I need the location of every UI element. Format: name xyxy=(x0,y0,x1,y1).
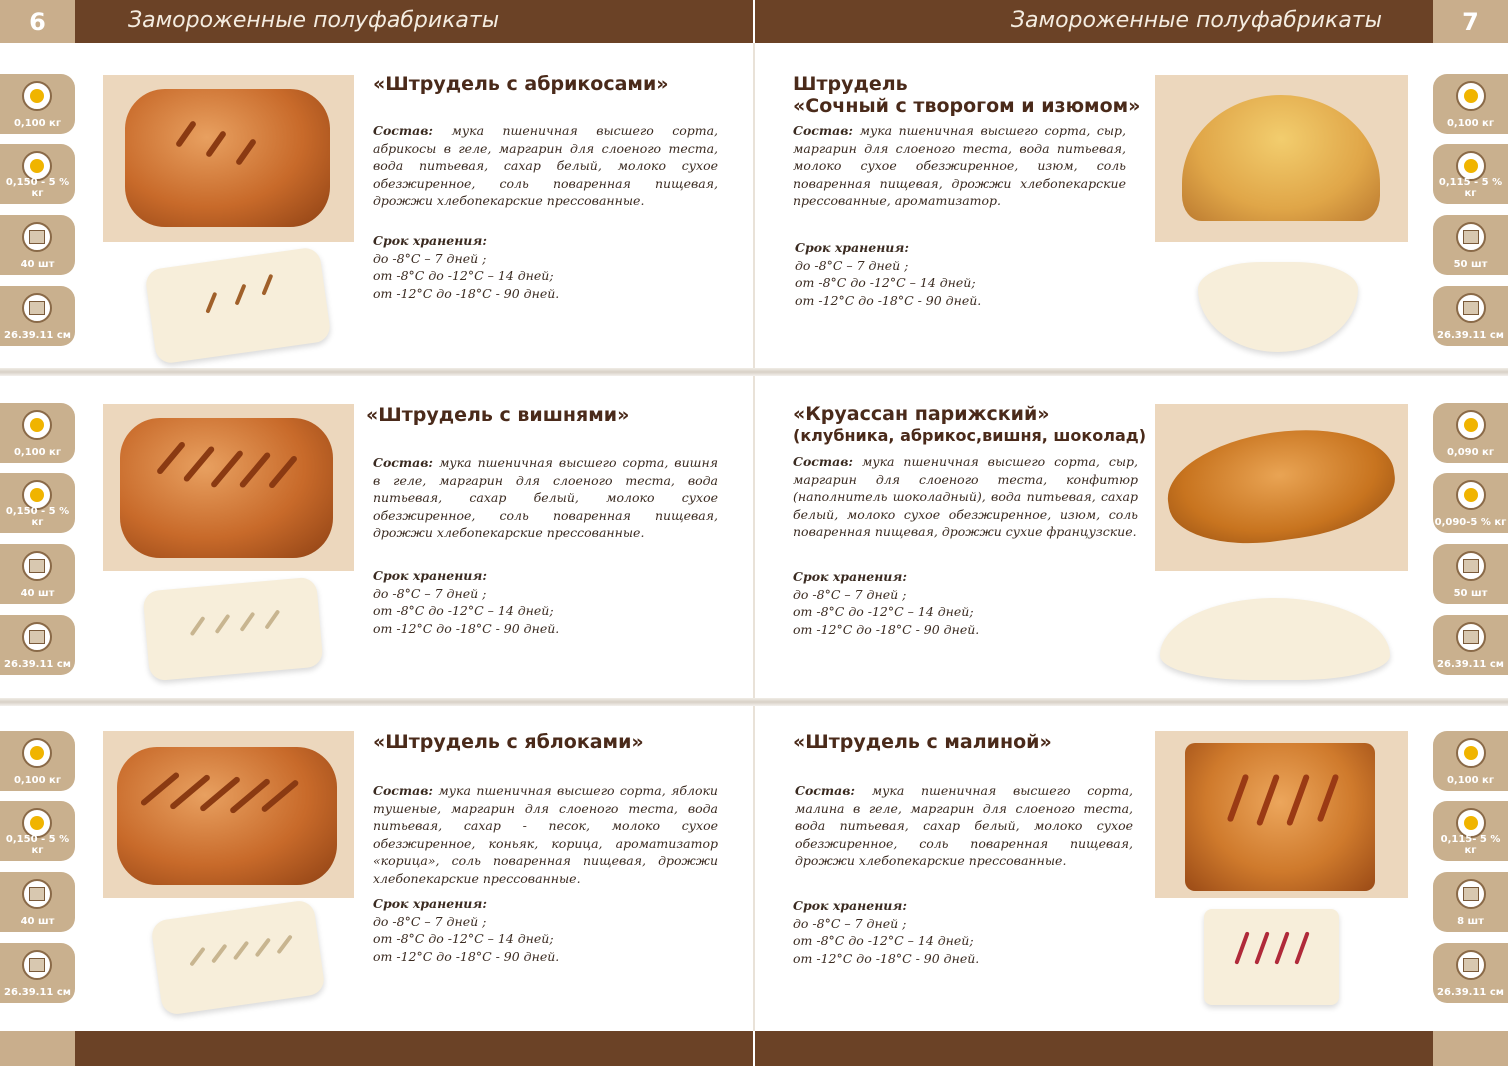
composition-label: Состав: xyxy=(373,455,434,470)
badge-label: 50 шт xyxy=(1453,259,1488,270)
composition-label: Состав: xyxy=(373,123,434,138)
storage-line: от -12°С до -18°С - 90 дней. xyxy=(373,620,560,636)
badge-label: 8 шт xyxy=(1457,916,1484,927)
product-title-line: «Сочный с творогом и изюмом» xyxy=(793,95,1141,117)
product-photo-apple-strudel xyxy=(103,731,354,898)
slit xyxy=(239,612,255,632)
box-icon xyxy=(22,551,52,581)
slit xyxy=(276,934,292,954)
page-spine xyxy=(753,43,755,1031)
baked-weight-badge xyxy=(1433,473,1508,533)
storage-heading: Срок хранения: xyxy=(373,233,487,248)
storage-block xyxy=(373,232,559,302)
storage-heading: Срок хранения: xyxy=(793,898,907,913)
product-title xyxy=(793,73,1140,117)
slit xyxy=(239,451,272,489)
raw-dough-image xyxy=(150,899,326,1016)
slit xyxy=(261,274,273,296)
slit xyxy=(190,616,206,636)
package-icon xyxy=(22,622,52,652)
raw-dough-image xyxy=(142,577,323,682)
product-composition xyxy=(793,122,1126,210)
badge-label: 0,150 - 5 % кг xyxy=(5,834,70,856)
weight-badge xyxy=(0,731,75,791)
storage-block xyxy=(793,897,979,967)
slit xyxy=(1256,774,1280,827)
footer-bar-right xyxy=(755,1031,1433,1066)
slit xyxy=(1294,931,1309,964)
baked-croissant-image xyxy=(1161,417,1402,556)
size-badge xyxy=(0,943,75,1003)
footer-corner-left xyxy=(0,1031,75,1066)
size-badge xyxy=(0,615,75,675)
quantity-badge xyxy=(0,215,75,275)
header-title-left: Замороженные полуфабрикаты xyxy=(128,8,500,33)
product-photo-apricot-strudel xyxy=(103,75,354,242)
box-icon xyxy=(1456,879,1486,909)
slit xyxy=(1227,773,1250,822)
badge-label: 0,115- 5 % кг xyxy=(1440,834,1501,856)
badge-label: 40 шт xyxy=(20,588,55,599)
slit xyxy=(215,614,231,634)
box-icon xyxy=(22,222,52,252)
badge-label: 40 шт xyxy=(20,259,55,270)
product-title-line: Штрудель xyxy=(793,73,908,95)
weight-icon xyxy=(1456,410,1486,440)
slit xyxy=(235,138,257,166)
storage-line: от -12°С до -18°С - 90 дней. xyxy=(793,950,980,966)
product-photo-tvorog-strudel xyxy=(1155,75,1408,242)
slit xyxy=(156,441,186,475)
product-composition xyxy=(795,782,1133,870)
badge-label: 0,100 кг xyxy=(13,118,62,129)
package-icon xyxy=(1456,950,1486,980)
storage-line: от -8°С до -12°С – 14 дней; xyxy=(373,603,554,619)
storage-line: от -8°С до -12°С – 14 дней; xyxy=(373,931,554,947)
size-badge xyxy=(0,286,75,346)
badge-label: 50 шт xyxy=(1453,588,1488,599)
storage-line: до -8°С – 7 дней ; xyxy=(373,250,487,266)
badge-label: 26.39.11 см xyxy=(4,659,71,670)
composition-label: Состав: xyxy=(795,783,856,798)
badge-label: 0,150 - 5 % кг xyxy=(5,177,70,199)
slit xyxy=(1254,931,1269,964)
slit xyxy=(235,284,247,306)
storage-line: до -8°С – 7 дней ; xyxy=(373,913,487,929)
baked-weight-badge xyxy=(1433,144,1508,204)
baked-strudel-image xyxy=(125,89,330,227)
badge-label: 0,100 кг xyxy=(13,775,62,786)
baked-pie-image xyxy=(1182,95,1380,221)
row-separator xyxy=(0,698,1508,706)
badge-label: 0,100 кг xyxy=(1446,118,1495,129)
slit xyxy=(1317,773,1340,822)
badge-label: 40 шт xyxy=(20,916,55,927)
baked-weight-badge xyxy=(1433,801,1508,861)
composition-text: мука пшеничная высшего сорта, яблоки тушеные, маргарин для слоеного теста, вода питьевая, сахар - песок, молоко сухое обезжиренное, коньяк, корица, ароматизатор «корица», соль поваренная пищевая, дрожжи хлебопекарские прессованные. xyxy=(373,783,718,886)
quantity-badge xyxy=(0,544,75,604)
slit xyxy=(1286,774,1310,827)
product-title: «Штрудель с вишнями» xyxy=(366,404,630,426)
weight-badge xyxy=(1433,403,1508,463)
row-separator xyxy=(0,368,1508,376)
storage-heading: Срок хранения: xyxy=(795,240,909,255)
product-title: «Круассан парижский» xyxy=(793,403,1050,425)
storage-line: от -12°С до -18°С - 90 дней. xyxy=(373,948,560,964)
slit xyxy=(189,947,205,967)
badge-label: 26.39.11 см xyxy=(4,987,71,998)
composition-text: мука пшеничная высшего сорта, сыр, маргарин для слоеного теста, конфитюр (наполнитель шоколадный), вода питьевая, сахар белый, молоко сухое обезжиренное, изюм, соль поваренная пищевая, дрожжи сухие французские. xyxy=(793,454,1138,540)
raw-dough-image xyxy=(1198,262,1358,352)
weight-badge xyxy=(0,74,75,134)
footer-corner-right xyxy=(1433,1031,1508,1066)
box-icon xyxy=(1456,551,1486,581)
badge-label: 0,150 - 5 % кг xyxy=(5,506,70,528)
storage-line: до -8°С – 7 дней ; xyxy=(793,915,907,931)
baked-strudel-image xyxy=(120,418,333,558)
slit xyxy=(175,120,197,148)
storage-line: от -8°С до -12°С – 14 дней; xyxy=(793,604,974,620)
storage-line: до -8°С – 7 дней ; xyxy=(795,257,909,273)
page-number-right: 7 xyxy=(1433,0,1508,43)
storage-line: от -8°С до -12°С – 14 дней; xyxy=(795,275,976,291)
baked-weight-badge xyxy=(0,144,75,204)
slit xyxy=(1274,931,1289,964)
storage-line: до -8°С – 7 дней ; xyxy=(793,586,907,602)
badge-label: 0,100 кг xyxy=(13,447,62,458)
storage-line: до -8°С – 7 дней ; xyxy=(373,585,487,601)
storage-block xyxy=(793,568,979,638)
box-icon xyxy=(1456,222,1486,252)
raw-dough-image xyxy=(1204,909,1339,1005)
storage-block xyxy=(795,239,981,309)
product-composition xyxy=(373,782,718,888)
storage-line: от -8°С до -12°С – 14 дней; xyxy=(373,268,554,284)
slit xyxy=(268,455,298,489)
product-title: «Штрудель с яблоками» xyxy=(373,731,644,753)
product-title: «Штрудель с абрикосами» xyxy=(373,73,669,95)
storage-heading: Срок хранения: xyxy=(373,896,487,911)
baked-weight-badge xyxy=(0,473,75,533)
weight-icon xyxy=(22,81,52,111)
storage-block xyxy=(373,567,559,637)
composition-text: мука пшеничная высшего сорта, вишня в геле, маргарин для слоеного теста, вода питьевая, сахар белый, молоко сухое обезжиренное, соль поваренная пищевая, дрожжи хлебопекарские прессованные. xyxy=(373,455,718,541)
weight-badge xyxy=(1433,731,1508,791)
package-icon xyxy=(22,950,52,980)
quantity-badge xyxy=(1433,215,1508,275)
product-photo-raspberry-strudel xyxy=(1155,731,1408,898)
composition-label: Состав: xyxy=(373,783,434,798)
weight-icon xyxy=(22,410,52,440)
quantity-badge xyxy=(1433,872,1508,932)
quantity-badge xyxy=(0,872,75,932)
badge-label: 0,100 кг xyxy=(1446,775,1495,786)
product-title: «Штрудель с малиной» xyxy=(793,731,1052,753)
storage-block xyxy=(373,895,559,965)
product-composition xyxy=(373,454,718,542)
storage-line: от -12°С до -18°С - 90 дней. xyxy=(793,621,980,637)
frozen-weight-icon xyxy=(1456,480,1486,510)
raw-dough-image xyxy=(1160,598,1390,680)
footer-bar-left xyxy=(75,1031,753,1066)
product-photo-croissant xyxy=(1155,404,1408,571)
composition-text: мука пшеничная высшего сорта, сыр, маргарин для слоеного теста, вода питьевая, молоко сухое обезжиренное, изюм, соль поваренная пищевая, дрожжи хлебопекарские прессованные, ароматизатор. xyxy=(793,123,1126,209)
product-composition xyxy=(373,122,718,210)
product-composition xyxy=(793,453,1138,541)
slit xyxy=(205,292,217,314)
package-icon xyxy=(1456,622,1486,652)
baked-weight-badge xyxy=(0,801,75,861)
weight-icon xyxy=(1456,738,1486,768)
badge-label: 26.39.11 см xyxy=(1437,330,1504,341)
size-badge xyxy=(1433,286,1508,346)
badge-label: 0,090-5 % кг xyxy=(1434,517,1507,528)
storage-heading: Срок хранения: xyxy=(373,568,487,583)
storage-heading: Срок хранения: xyxy=(793,569,907,584)
page-number-left: 6 xyxy=(0,0,75,43)
package-icon xyxy=(22,293,52,323)
size-badge xyxy=(1433,943,1508,1003)
badge-label: 0,090 кг xyxy=(1446,447,1495,458)
weight-icon xyxy=(1456,81,1486,111)
composition-label: Состав: xyxy=(793,123,854,138)
composition-label: Состав: xyxy=(793,454,854,469)
badge-label: 26.39.11 см xyxy=(1437,659,1504,670)
weight-badge xyxy=(1433,74,1508,134)
composition-text: мука пшеничная высшего сорта, малина в геле, маргарин для слоеного теста, вода питьевая, сахар белый, молоко сухое обезжиренное, соль поваренная пищевая, дрожжи хлебопекарские прессованные. xyxy=(795,783,1134,869)
box-icon xyxy=(22,879,52,909)
storage-line: от -12°С до -18°С - 90 дней. xyxy=(795,292,982,308)
slit xyxy=(264,609,280,629)
baked-strudel-image xyxy=(1185,743,1375,891)
package-icon xyxy=(1456,293,1486,323)
quantity-badge xyxy=(1433,544,1508,604)
product-subtitle: (клубника, абрикос,вишня, шоколад) xyxy=(793,426,1146,445)
slit xyxy=(205,130,227,158)
raw-dough-image xyxy=(144,246,332,365)
header-title-right: Замороженные полуфабрикаты xyxy=(1010,8,1382,33)
product-photo-cherry-strudel xyxy=(103,404,354,571)
slit xyxy=(183,445,216,483)
storage-line: от -12°С до -18°С - 90 дней. xyxy=(373,285,560,301)
slit xyxy=(211,944,227,964)
storage-line: от -8°С до -12°С – 14 дней; xyxy=(793,933,974,949)
slit xyxy=(255,937,271,957)
composition-text: мука пшеничная высшего сорта, абрикосы в геле, маргарин для слоеного теста, вода питьевая, сахар белый, молоко сухое обезжиренное, соль поваренная пищевая, дрожжи хлебопекарские прессованные. xyxy=(373,123,719,209)
baked-strudel-image xyxy=(117,747,337,885)
slit xyxy=(1234,931,1249,964)
weight-badge xyxy=(0,403,75,463)
badge-label: 0,115 - 5 % кг xyxy=(1438,177,1503,199)
slit xyxy=(233,941,249,961)
badge-label: 26.39.11 см xyxy=(1437,987,1504,998)
weight-icon xyxy=(22,738,52,768)
badge-label: 26.39.11 см xyxy=(4,330,71,341)
size-badge xyxy=(1433,615,1508,675)
